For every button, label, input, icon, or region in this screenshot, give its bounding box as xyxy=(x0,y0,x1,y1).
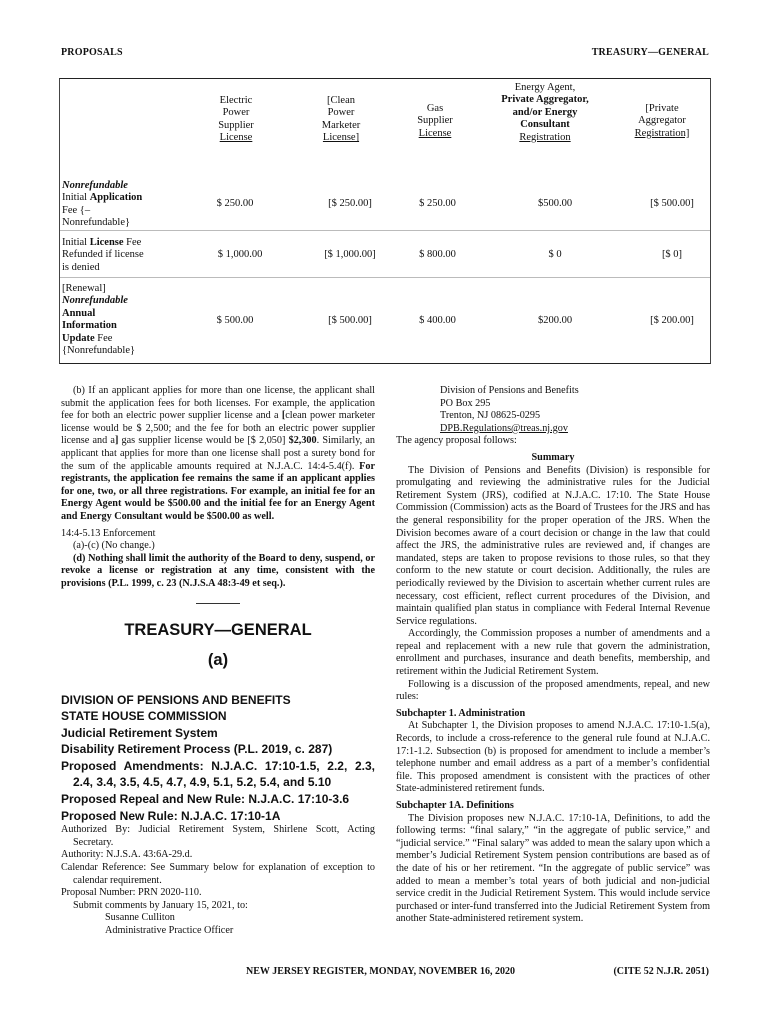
column-header-energy-agent: Energy Agent, Private Aggregator, and/or Energy Consultant Registration xyxy=(501,82,589,143)
paragraph: Following is a discussion of the proposed amendments, repeal, and new rules: xyxy=(396,678,710,703)
table-cell: $ 400.00 xyxy=(419,315,456,326)
proposed-amendments-heading: Proposed Amendments: N.J.A.C. 17:10-1.5, 2.2, 2.3, 2.4, 3.4, 3.5, 4.5, 4.7, 4.9, 5.1, 5.2, 5.4, and 5.10 xyxy=(61,758,375,790)
table-cell: $ 1,000.00 xyxy=(217,249,263,260)
contact-name: Susanne Culliton xyxy=(105,912,175,924)
table-cell: [$ 0] xyxy=(661,249,683,260)
left-column xyxy=(61,385,375,938)
table-cell: $ 250.00 xyxy=(216,198,254,209)
citation: (CITE 52 N.J.R. 2051) xyxy=(613,966,709,977)
agency-title: TREASURY—GENERAL xyxy=(124,620,312,639)
paragraph: Accordingly, the Commission proposes a number of amendments and a repeal and replacement with a new rule that govern the administration, enrollment and purchases, insurance and death benefits, membership, and retirement within the Judicial Retirement System. xyxy=(396,628,710,678)
authorized-by: Authorized By: Judicial Retirement System, Shirlene Scott, Acting Secretary. xyxy=(61,824,375,848)
proposal-number: Proposal Number: PRN 2020-110. xyxy=(61,887,202,899)
column-header-electric: Electric Power Supplier License xyxy=(218,95,254,144)
summary-heading: Summary xyxy=(531,451,575,463)
address-line: PO Box 295 xyxy=(440,397,491,409)
table-cell: [$ 500.00] xyxy=(328,315,372,326)
paragraph: At Subchapter 1, the Division proposes to amend N.J.A.C. 17:10-1.5(a), Records, to include a cross-reference to the general rule found at N.J.A.C. 17:1-1.2. Subsection (b) is proposed for amendment to include a member’s telephone number and email address as a part of a member’s confidential file. This proposed amendment is consistent with the practices of other State-administered retirement funds. xyxy=(396,720,710,795)
paragraph: (d) Nothing shall limit the authority of the Board to deny, suspend, or revoke a license or registration at any time, consistent with the provisions (P.L. 1999, c. 23 (N.J.S.A 48:3-49 et seq.). xyxy=(61,552,375,589)
column-header-gas: Gas Supplier License xyxy=(417,103,453,139)
fee-table xyxy=(59,78,711,364)
table-cell: $200.00 xyxy=(537,315,573,326)
table-cell: $ 0 xyxy=(548,249,562,260)
address-line: Trenton, NJ 08625-0295 xyxy=(440,410,541,422)
table-cell: [$ 1,000.00] xyxy=(324,249,376,260)
row-label-application-fee: Nonrefundable Initial Application Fee {– Nonrefundable} xyxy=(62,180,143,229)
division-heading: DIVISION OF PENSIONS AND BENEFITS xyxy=(61,692,291,707)
email-link[interactable]: DPB.Regulations@treas.nj.gov xyxy=(440,422,568,434)
table-cell: $ 250.00 xyxy=(419,198,456,209)
calendar-reference: Calendar Reference: See Summary below for explanation of exception to calendar requirement. xyxy=(61,862,375,886)
system-heading: Judicial Retirement System xyxy=(61,725,218,740)
subject-heading: Disability Retirement Process (P.L. 2019, c. 287) xyxy=(61,742,333,757)
table-cell: [$ 500.00] xyxy=(650,198,694,209)
column-header-clean-power: [Clean Power Marketer License] xyxy=(321,95,361,144)
section-heading: 14:4-5.13 Enforcement xyxy=(61,527,156,539)
table-cell: [$ 200.00] xyxy=(650,315,694,326)
column-header-private-aggregator: [Private Aggregator Registration] xyxy=(634,103,690,139)
table-cell: $500.00 xyxy=(537,198,573,209)
table-cell: [$ 250.00] xyxy=(328,198,372,209)
subchapter-heading: Subchapter 1. Administration xyxy=(396,707,526,719)
proposed-repeal-heading: Proposed Repeal and New Rule: N.J.A.C. 17:10-3.6 xyxy=(61,792,350,807)
row-divider xyxy=(60,277,710,278)
paragraph: (a)-(c) (No change.) xyxy=(73,540,155,552)
right-column xyxy=(396,385,710,926)
row-label-update-fee: [Renewal] Nonrefundable Annual Information Update Fee {Nonrefundable} xyxy=(62,283,136,357)
paragraph-multiple-licenses: (b) If an applicant applies for more than one license, the applicant shall submit the application fees for both licenses. For example, the application fee for both an electric power supplier license and a [clean power marketer license would be $ 2,500; and the fee for both an electric power supplier license and a] gas supplier license would be [$ 2,050] $2,300. Similarly, an applicant that applies for more than one license shall post a surety bond for the sum of the applicable amounts required at N.J.A.C. 14:4-5.4(f). For registrants, the application fee remains the same if an applicant applies for one, two, or all three registrations. For example, an initial fee for an Energy Agent would be $500.00 and the initial fee for an Energy Agent and Energy Consultant would be $500.00 as well. xyxy=(61,385,375,522)
section-divider xyxy=(196,603,240,604)
table-cell: $ 500.00 xyxy=(216,315,254,326)
running-footer: NEW JERSEY REGISTER, MONDAY, NOVEMBER 16, 2020 xyxy=(246,966,516,977)
contact-title: Administrative Practice Officer xyxy=(105,925,234,936)
table-cell: $ 800.00 xyxy=(419,249,456,260)
address-line: Division of Pensions and Benefits xyxy=(440,385,579,396)
paragraph: The agency proposal follows: xyxy=(396,435,517,447)
row-label-license-fee: Initial License Fee Refunded if license is denied xyxy=(62,237,144,273)
submit-comments: Submit comments by January 15, 2021, to: xyxy=(73,899,248,911)
running-header-right: TREASURY—GENERAL xyxy=(591,47,709,58)
paragraph: The Division proposes new N.J.A.C. 17:10-1A, Definitions, to add the following terms: “final salary,” “in the aggregate of public service,” and “judicial service.” “Final salary” was added to mean the salary upon which a member’s Judicial Retirement System pension contributions are based as of the date of his or her retirement. “In the aggregate of public service” was added to mean a member’s total years of both judicial and non-judicial service credit in the Judicial Retirement System. This would include service purchased or inter-fund transferred into the Judicial Retirement System from another State-administered retirement system. xyxy=(396,812,710,925)
running-header-left: PROPOSALS xyxy=(61,47,123,58)
proposed-new-rule-heading: Proposed New Rule: N.J.A.C. 17:10-1A xyxy=(61,808,281,823)
paragraph: The Division of Pensions and Benefits (Division) is responsible for promulgating and reviewing the administrative rules for the Judicial Retirement System (JRS), codified at N.J.A.C. 17:10. The State House Commission (Commission) acts as the Board of Trustees for the JRS and has the general responsibility for the proper operation of the JRS. When the Division becomes aware of a court decision or change in the law that could affect the JRS, the administrative rules are reviewed and, if changes are mandated, steps are taken to propose revisions to those rules, so that they conform to the new statute or court decision. Additionally, the rules are periodically reviewed by the Division to ascertain whether current rules are necessary, cost efficient, reflect current procedures of the Division, and maintain qualified plan status in compliance with Federal Internal Revenue Service regulations. xyxy=(396,464,710,627)
authority: Authority: N.J.S.A. 43:6A-29.d. xyxy=(61,849,193,861)
row-divider xyxy=(60,230,710,231)
subchapter-heading: Subchapter 1A. Definitions xyxy=(396,800,514,811)
notice-letter: (a) xyxy=(207,650,229,669)
commission-heading: STATE HOUSE COMMISSION xyxy=(61,709,227,724)
